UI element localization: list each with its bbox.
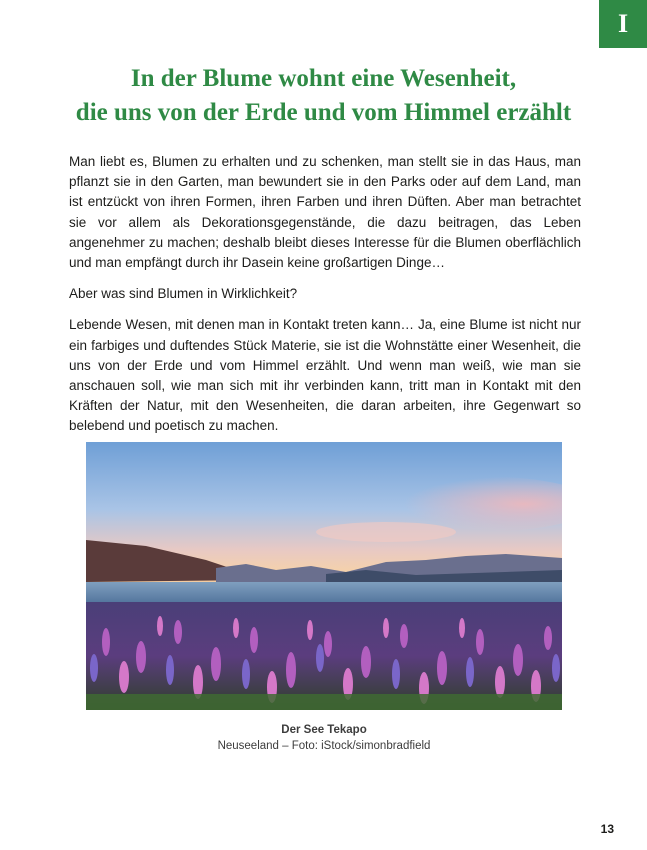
title-line-1: In der Blume wohnt eine Wesenheit, — [130, 65, 517, 92]
lake-tekapo-photo — [86, 442, 562, 710]
page-number: 13 — [600, 822, 614, 836]
photo-illustration — [86, 442, 562, 710]
page-title — [40, 62, 607, 130]
paragraph-1: Man liebt es, Blumen zu erhalten und zu schenken, man stellt sie in das Haus, man pflanzt sie in den Garten, man bewundert sie in den Parks oder auf dem Land, man ist entzückt von ihren Formen, ihren Farben und ihren Düften. Aber man betrachtet sie vor allem als Dekorationsgegenstände, die dazu beitragen, das Leben angenehmer zu machen; deshalb bleibt dieses Interesse für die Blumen oberflächlich und man empfängt durch ihr Dasein keine großartigen Dinge… — [69, 154, 581, 271]
body-text — [69, 152, 581, 448]
caption-credit: Neuseeland – Foto: iStock/simonbradfield — [217, 740, 431, 752]
photo-caption — [86, 722, 562, 754]
paragraph-3: Lebende Wesen, mit denen man in Kontakt treten kann… Ja, eine Blume ist nicht nur ein farbiges und duftendes Stück Materie, sie ist die Wohnstätte einer Wesenheit, die uns von der Erde und vom Himmel erzählt. Und wenn man weiß, wie man sie anschauen soll, wie man sich mit ihr verbinden kann, tritt man in Kontakt mit den Kräften der Natur, mit den Wesenheiten, die daran arbeiten, ihre Gegenwart so belebend und poetisch zu machen. — [69, 317, 581, 434]
chapter-label: I — [617, 9, 629, 38]
chapter-tab — [599, 0, 647, 48]
caption-title: Der See Tekapo — [281, 724, 367, 736]
paragraph-2: Aber was sind Blumen in Wirklichkeit? — [69, 286, 298, 302]
title-line-2: die uns von der Erde und vom Himmel erzählt — [75, 99, 572, 126]
